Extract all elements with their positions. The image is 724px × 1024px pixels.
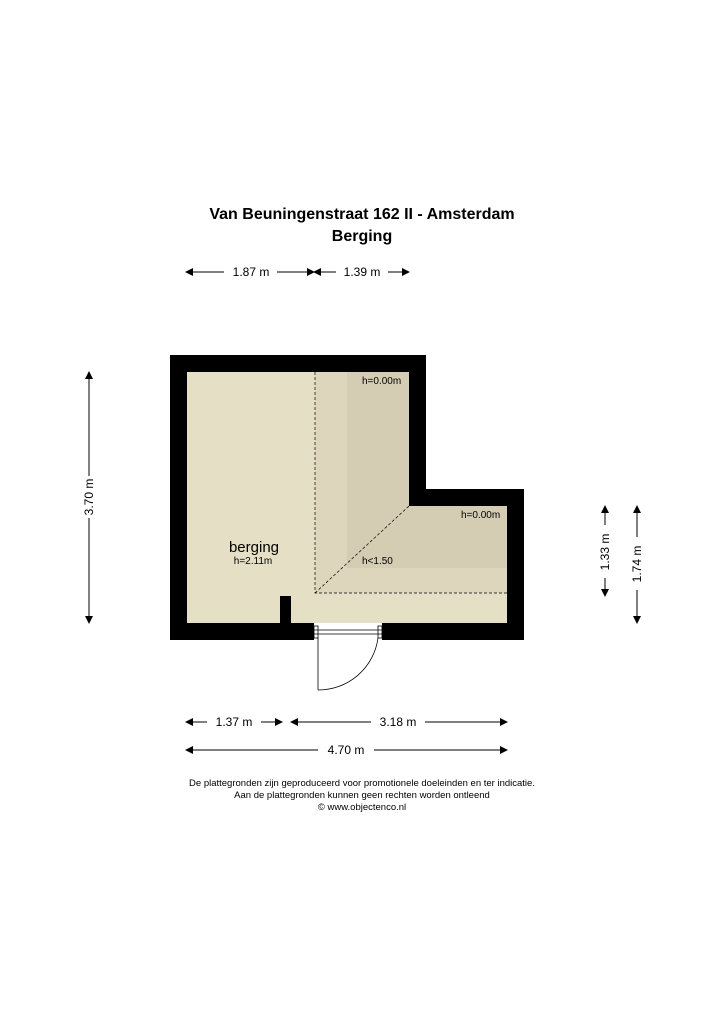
wall-stub [280, 596, 291, 623]
dim-bottom-left: 1.37 m [215, 715, 253, 729]
door-swing-arc [318, 638, 378, 690]
height-label-right: h=0.00m [461, 510, 501, 521]
copyright-line: © www.objectenco.nl [317, 802, 407, 813]
dim-right-outer: 1.74 m [630, 545, 644, 583]
height-label-top: h=0.00m [362, 376, 402, 387]
room-height: h=2.11m [233, 556, 273, 567]
height-label-slope: h<1.50 [362, 556, 393, 567]
property-title: Van Beuningenstraat 162 II - Amsterdam [209, 206, 515, 223]
dim-top-right: 1.39 m [343, 265, 381, 279]
dim-bottom-total: 4.70 m [327, 743, 365, 757]
dim-bottom-right: 3.18 m [379, 715, 417, 729]
dim-top-left: 1.87 m [232, 265, 270, 279]
disclaimer-line-2: Aan de plattegronden kunnen geen rechten worden ontleend [234, 790, 490, 801]
door-opening [314, 623, 382, 640]
room-name: berging [228, 539, 280, 556]
low-ceiling-top [347, 372, 409, 506]
dim-left-height: 3.70 m [82, 478, 96, 516]
disclaimer-line-1: De plattegronden zijn geproduceerd voor promotionele doeleinden en ter indicatie. [189, 778, 535, 789]
floor-title: Berging [331, 228, 393, 245]
dim-right-inner: 1.33 m [598, 533, 612, 571]
